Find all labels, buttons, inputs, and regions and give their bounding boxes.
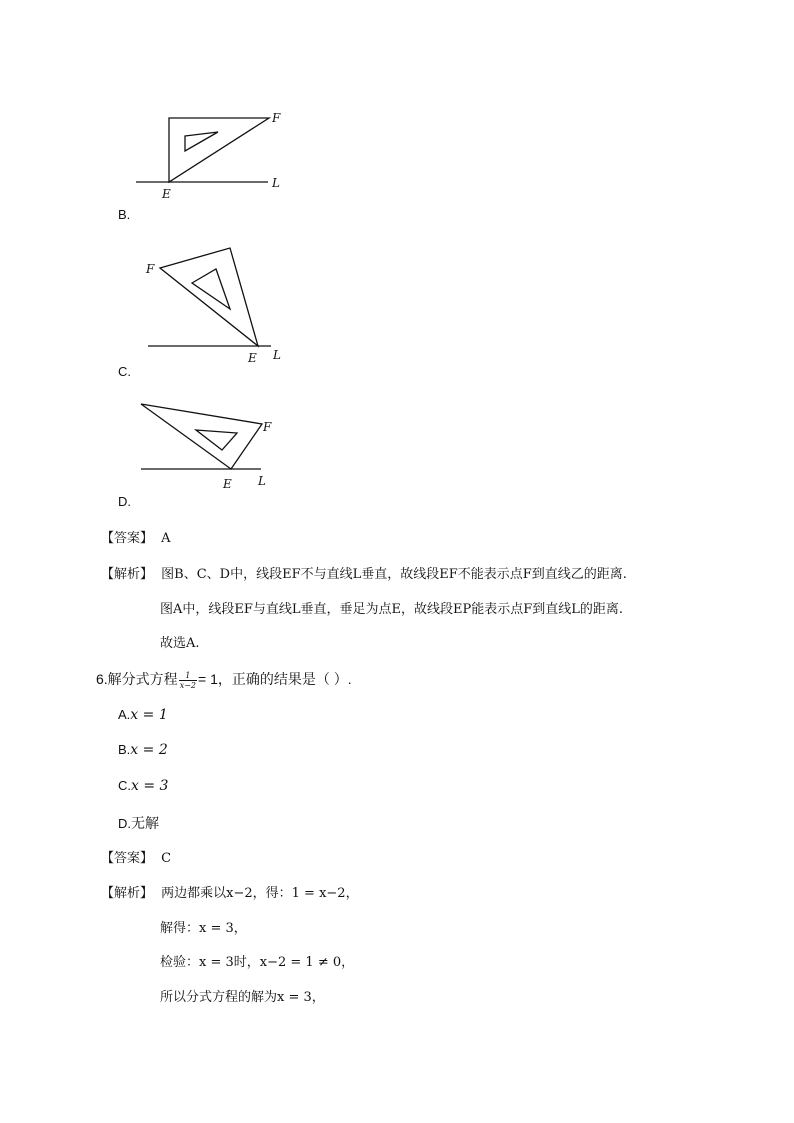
q5-analysis-line-1 (101, 563, 627, 582)
q5-analysis-line-2: 图A中，线段EF与直线L垂直，垂足为点E，故线段EP能表示点F到直线L的距离. (160, 602, 624, 617)
triangle-outer (169, 118, 269, 182)
option-text: 无解 (131, 815, 159, 831)
q6-option-b (118, 742, 168, 758)
q6-option-c (118, 778, 168, 794)
figure-d (130, 396, 290, 496)
option-label: D. (118, 816, 131, 831)
triangle-outer (141, 404, 262, 469)
fraction-numerator: 1 (179, 671, 197, 681)
option-label-d: D. (118, 494, 131, 509)
option-text: x = 1 (130, 707, 168, 723)
answer-tag: 【答案】 (101, 531, 154, 546)
analysis-text: 图B、C、D中，线段EF不与直线L垂直，故线段EF不能表示点F到直线乙的距离. (161, 567, 627, 582)
option-label: B. (118, 742, 131, 757)
option-label-c: C. (118, 364, 131, 379)
label-f: F (146, 262, 155, 276)
label-l: L (258, 474, 266, 488)
option-text: x = 3 (131, 778, 169, 794)
triangle-inner (192, 269, 230, 309)
analysis-tag: 【解析】 (101, 567, 154, 582)
q6-fraction (179, 671, 197, 690)
fraction-denominator: x−2 (179, 680, 196, 690)
q5-answer (101, 527, 171, 546)
q5-analysis-line-3: 故选A. (160, 636, 200, 651)
figure-b (130, 110, 300, 205)
figure-c (140, 240, 300, 370)
q6-suffix: = 1，正确的结果是（ ）. (198, 671, 352, 687)
option-text: x = 2 (130, 742, 168, 758)
option-label: C. (118, 778, 131, 793)
option-label: A. (118, 707, 131, 722)
label-f: F (272, 111, 281, 125)
label-f: F (263, 420, 272, 434)
q6-option-a (118, 707, 168, 723)
triangle-inner (185, 132, 218, 151)
option-label-b: B. (118, 207, 131, 222)
answer-value: C (161, 851, 172, 866)
label-e: E (162, 187, 171, 201)
q6-answer (101, 847, 171, 866)
label-l: L (273, 348, 281, 362)
triangle-inner (196, 430, 237, 450)
q6-option-d (118, 813, 159, 833)
label-l: L (272, 176, 280, 190)
answer-value: A (161, 531, 171, 546)
q6-analysis-line-2: 解得：x = 3， (160, 921, 247, 936)
analysis-tag: 【解析】 (101, 886, 154, 901)
label-e: E (248, 351, 257, 365)
q6-analysis-line-3: 检验：x = 3时，x−2 = 1 ≠ 0， (160, 955, 355, 970)
answer-tag: 【答案】 (101, 851, 154, 866)
analysis-text: 两边都乘以x−2，得：1 = x−2， (161, 886, 359, 901)
q6-prefix: 6.解分式方程 (96, 671, 178, 687)
q6-stem (96, 669, 352, 690)
triangle-outer (160, 248, 258, 346)
q6-analysis-line-1 (101, 882, 359, 901)
q6-analysis-line-4: 所以分式方程的解为x = 3， (160, 990, 325, 1005)
label-e: E (223, 477, 232, 491)
